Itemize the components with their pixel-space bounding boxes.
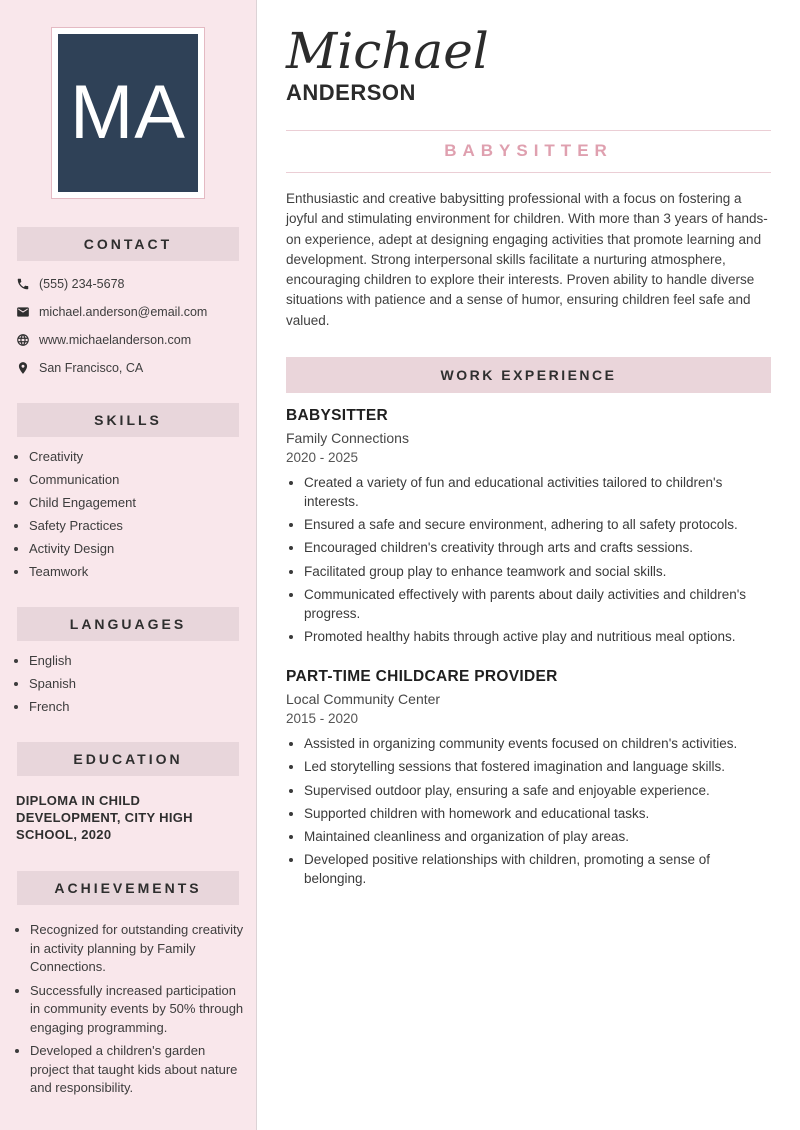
skill-item: • Safety Practices bbox=[29, 519, 242, 533]
job-bullet: • Facilitated group play to enhance teamwork and social skills. bbox=[304, 563, 771, 582]
main-content bbox=[257, 0, 800, 1130]
language-item: • Spanish bbox=[29, 677, 242, 691]
profile-photo-frame bbox=[51, 27, 205, 199]
contact-location: San Francisco, CA bbox=[39, 361, 144, 375]
job-company: Family Connections bbox=[286, 430, 409, 447]
professional-summary: Enthusiastic and creative babysitting professional with a focus on fostering a joyful and stimulating environment for children. With more than 3 years of hands-on experience, adept at designing engaging activities that promote learning and development. Strong interpersonal skills facilitate a nurturing atmosphere, encouraging children to explore their interests. Proven ability to handle diverse situations with patience and a sense of humor, ensuring children feel safe and valued. bbox=[286, 191, 768, 328]
first-name: Michael bbox=[286, 22, 489, 80]
skill-item: • Activity Design bbox=[29, 542, 242, 556]
job-title: PART-TIME CHILDCARE PROVIDER bbox=[286, 667, 558, 685]
role-title: BABYSITTER bbox=[444, 141, 613, 160]
email-icon bbox=[16, 305, 30, 319]
job-entry bbox=[286, 668, 771, 889]
job-bullet: • Assisted in organizing community events focused on children's activities. bbox=[304, 735, 771, 754]
globe-icon bbox=[16, 333, 30, 347]
job-bullet-list bbox=[286, 474, 771, 647]
job-bullet: • Created a variety of fun and educational activities tailored to children's interests. bbox=[304, 474, 771, 512]
achievement-item: • Successfully increased participation in community events by 50% through engaging programming. bbox=[30, 982, 246, 1038]
job-bullet: • Supported children with homework and educational tasks. bbox=[304, 805, 771, 824]
job-bullet: • Communicated effectively with parents about daily activities and children's progress. bbox=[304, 586, 771, 624]
job-bullet: • Supervised outdoor play, ensuring a safe and enjoyable experience. bbox=[304, 782, 771, 801]
job-bullet-list bbox=[286, 735, 771, 889]
job-company: Local Community Center bbox=[286, 690, 441, 707]
job-bullet: • Promoted healthy habits through active play and nutritious meal options. bbox=[304, 628, 771, 647]
skill-item: • Teamwork bbox=[29, 565, 242, 579]
skills-section-header: SKILLS bbox=[17, 403, 239, 437]
education-entry: DIPLOMA IN CHILD DEVELOPMENT, CITY HIGH SCHOOL, 2020 bbox=[16, 793, 193, 842]
education-section-header: EDUCATION bbox=[17, 742, 239, 776]
languages-list bbox=[0, 654, 242, 714]
skill-item: • Communication bbox=[29, 473, 242, 487]
language-item: • French bbox=[29, 700, 242, 714]
monogram-initials: MA bbox=[70, 70, 186, 155]
job-entry bbox=[286, 407, 771, 647]
sidebar bbox=[0, 0, 257, 1130]
achievements-section-header: ACHIEVEMENTS bbox=[17, 871, 239, 905]
languages-section-header: LANGUAGES bbox=[17, 607, 239, 641]
job-bullet: • Led storytelling sessions that fostered imagination and language skills. bbox=[304, 758, 771, 777]
phone-icon bbox=[16, 277, 30, 291]
job-dates: 2015 - 2020 bbox=[286, 710, 359, 726]
contact-section-header: CONTACT bbox=[17, 227, 239, 261]
achievement-item: • Recognized for outstanding creativity in activity planning by Family Connections. bbox=[30, 921, 246, 977]
job-title: BABYSITTER bbox=[286, 407, 389, 425]
contact-list bbox=[16, 277, 242, 375]
contact-row-phone bbox=[16, 277, 242, 291]
work-experience-header: WORK EXPERIENCE bbox=[286, 357, 771, 393]
skill-item: • Child Engagement bbox=[29, 496, 242, 510]
skill-item: • Creativity bbox=[29, 450, 242, 464]
job-bullet: • Ensured a safe and secure environment, adhering to all safety protocols. bbox=[304, 516, 771, 535]
last-name: ANDERSON bbox=[286, 80, 416, 105]
job-dates: 2020 - 2025 bbox=[286, 450, 359, 466]
job-bullet: • Encouraged children's creativity through arts and crafts sessions. bbox=[304, 539, 771, 558]
role-title-block bbox=[286, 130, 771, 173]
contact-row-location bbox=[16, 361, 242, 375]
profile-photo-placeholder bbox=[58, 34, 198, 192]
contact-email: michael.anderson@email.com bbox=[39, 305, 208, 319]
language-item: • English bbox=[29, 654, 242, 668]
skills-list bbox=[0, 450, 242, 579]
location-pin-icon bbox=[16, 361, 30, 375]
contact-row-website bbox=[16, 333, 242, 347]
job-bullet: • Maintained cleanliness and organization of play areas. bbox=[304, 828, 771, 847]
job-bullet: • Developed positive relationships with children, promoting a sense of belonging. bbox=[304, 851, 771, 889]
contact-phone: (555) 234-5678 bbox=[39, 277, 125, 291]
contact-website: www.michaelanderson.com bbox=[39, 333, 192, 347]
achievements-list bbox=[0, 921, 246, 1098]
contact-row-email bbox=[16, 305, 242, 319]
achievement-item: • Developed a children's garden project that taught kids about nature and responsibility. bbox=[30, 1042, 246, 1098]
